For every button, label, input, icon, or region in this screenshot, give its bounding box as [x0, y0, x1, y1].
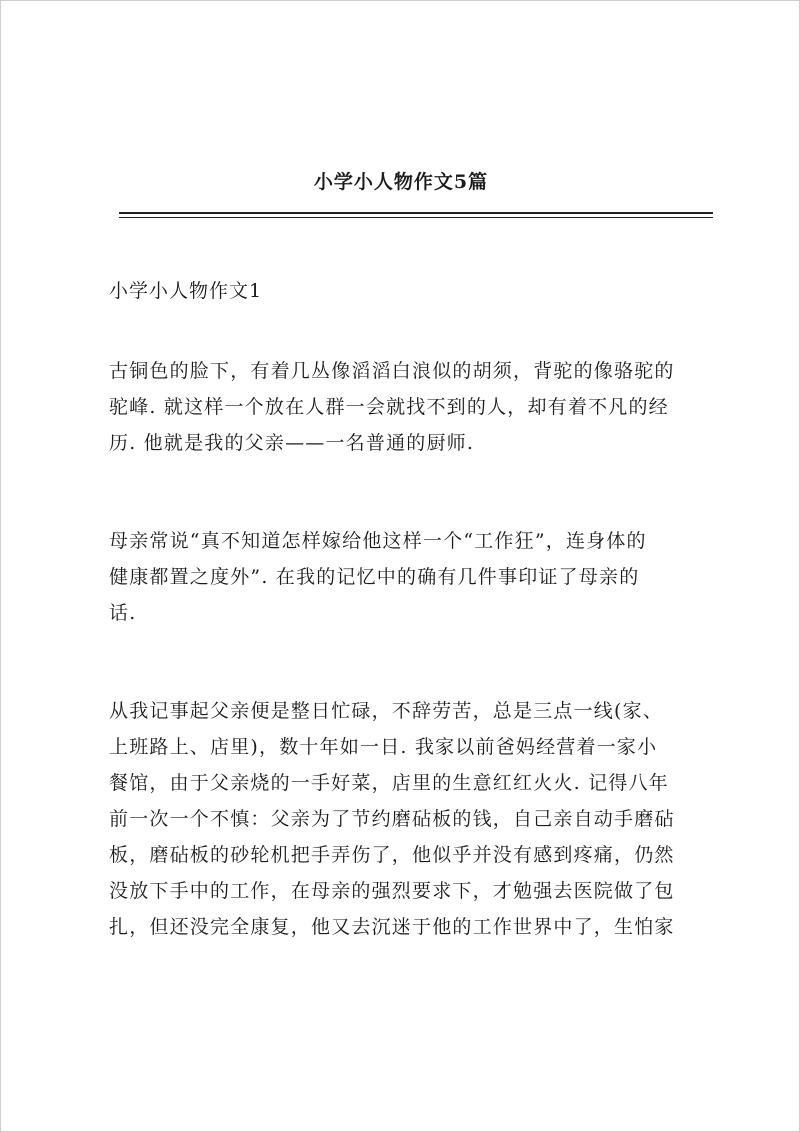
- paragraph-line: 前一次一个不慎：父亲为了节约磨砧板的钱，自己亲自动手磨砧: [109, 808, 675, 830]
- paragraph-line: 上班路上、店里)，数十年如一日. 我家以前爸妈经营着一家小: [109, 736, 658, 758]
- paragraph-line: 古铜色的脸下，有着几丛像滔滔白浪似的胡须，背驼的像骆驼的: [109, 360, 675, 382]
- paragraph-line: 驼峰. 就这样一个放在人群一会就找不到的人，却有着不凡的经: [109, 396, 669, 418]
- paragraph-2: [109, 523, 715, 631]
- paragraph-line: 餐馆，由于父亲烧的一手好菜，店里的生意红红火火. 记得八年: [109, 772, 669, 794]
- document-title: 小学小人物作文5篇: [313, 171, 489, 193]
- paragraph-line: 历. 他就是我的父亲——一名普通的厨师.: [109, 432, 475, 454]
- paragraph-line: 母亲常说“真不知道怎样嫁给他这样一个“工作狂”，连身体的: [109, 530, 647, 552]
- paragraph-line: 没放下手中的工作，在母亲的强烈要求下，才勉强去医院做了包: [109, 880, 675, 902]
- paragraph-line: 从我记事起父亲便是整日忙碌，不辞劳苦，总是三点一线(家、: [109, 700, 664, 722]
- title-divider-thick: [119, 212, 713, 214]
- title-divider-thin: [119, 217, 713, 218]
- paragraph-line: 板，磨砧板的砂轮机把手弄伤了，他似乎并没有感到疼痛，仍然: [109, 844, 675, 866]
- paragraph-1: [109, 353, 715, 461]
- paragraph-3: [109, 693, 715, 945]
- paragraph-line: 健康都置之度外”. 在我的记忆中的确有几件事印证了母亲的: [109, 566, 640, 588]
- paragraph-line: 话.: [109, 602, 137, 624]
- paragraph-line: 扎，但还没完全康复，他又去沉迷于他的工作世界中了，生怕家: [109, 916, 675, 938]
- section-heading: 小学小人物作文1: [109, 280, 263, 302]
